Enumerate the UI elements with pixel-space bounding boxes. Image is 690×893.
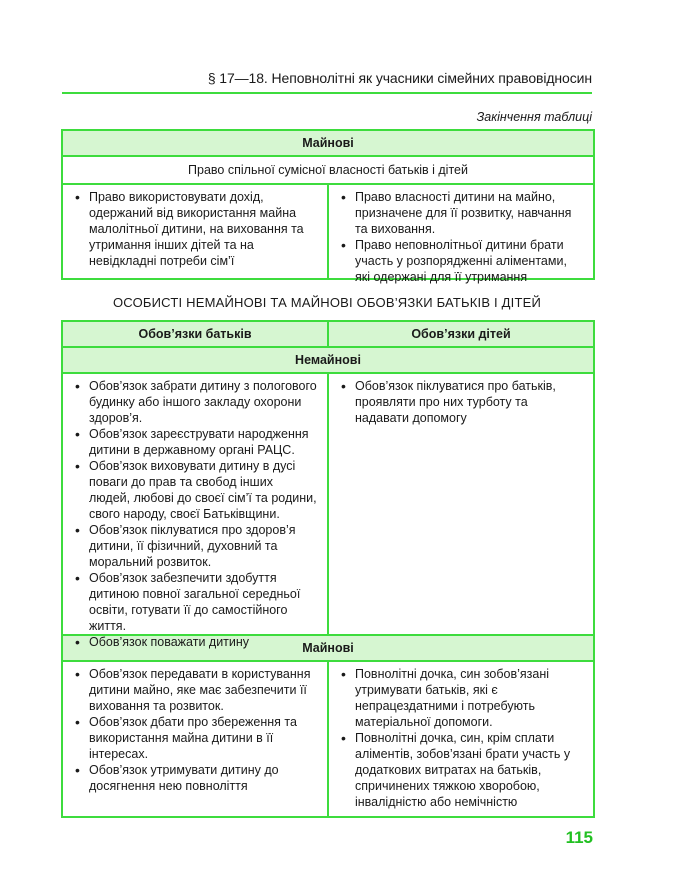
property-children-list	[329, 662, 593, 814]
property-band: Майнові	[62, 130, 594, 156]
nonproperty-parents-cell	[62, 373, 328, 649]
list-item: • Обов’язок забезпечити здобуття дитиною повної загальної середньої освіти, готувати її до самостійного життя.	[75, 570, 317, 634]
list-item: • Обов’язок виховувати дитину в дусі поваги до прав та свобод інших людей, любові до своєї сім’ї та родини, свого народу, своєї Батьківщини.	[75, 458, 317, 522]
list-item: • Право використовувати дохід, одержаний від використання майна малолітньої дитини, на виховання та утримання інших дітей та на невідкладні потреби сім’ї	[75, 189, 317, 269]
list-item: • Обов’язок утримувати дитину до досягнення нею повноліття	[75, 762, 317, 794]
col-header-parents: Обов’язки батьків	[62, 321, 328, 347]
property-obligations-band: Майнові	[62, 635, 594, 661]
list-item: • Повнолітні дочка, син зобов’язані утримувати батьків, які є непрацездатними і потребують матеріальної допомоги.	[341, 666, 583, 730]
col-header-children: Обов’язки дітей	[328, 321, 594, 347]
list-item: • Обов’язок поважати дитину	[75, 634, 317, 650]
joint-ownership-row: Право спільної сумісної власності батьків і дітей	[62, 156, 594, 184]
property-rights-table	[61, 129, 595, 284]
running-header: § 17—18. Неповнолітні як учасники сімейних правовідносин	[62, 64, 592, 94]
list-item: • Обов’язок дбати про збереження та використання майна дитини в її інтересах.	[75, 714, 317, 762]
nonproperty-children-cell	[328, 373, 594, 635]
list-item: • Повнолітні дочка, син, крім сплати аліментів, зобов’язані брати участь у додаткових витратах на батьків, спричинених тяжкою хворобою, інвалідністю або немічністю	[341, 730, 583, 810]
property-parents-list	[63, 662, 327, 816]
nonproperty-band: Немайнові	[62, 347, 594, 373]
list-item: • Обов’язок піклуватися про батьків, проявляти про них турботу та надавати допомогу	[341, 378, 583, 426]
section-heading: ОСОБИСТІ НЕМАЙНОВІ ТА МАЙНОВІ ОБОВ’ЯЗКИ БАТЬКІВ І ДІТЕЙ	[112, 295, 542, 310]
children-rights-list	[329, 185, 593, 284]
list-item: • Обов’язок передавати в користування дитини майно, яке має забезпечити її виховання та розвиток.	[75, 666, 317, 714]
list-item: • Право неповнолітньої дитини брати участь у розпорядженні аліментами, які одержані для її утримання	[341, 237, 583, 285]
nonproperty-parents-list	[63, 374, 327, 649]
property-parents-cell	[62, 661, 328, 817]
table-continuation-note: Закінчення таблиці	[476, 110, 592, 124]
children-rights-cell	[328, 184, 594, 284]
list-item: • Обов’язок піклуватися про здоров’я дитини, її фізичний, духовний та моральний розвиток.	[75, 522, 317, 570]
list-item: • Право власності дитини на майно, призначене для її розвитку, навчання та виховання.	[341, 189, 583, 237]
nonproperty-children-list	[329, 374, 593, 430]
parents-rights-list	[63, 185, 327, 278]
list-item: • Обов’язок зареєструвати народження дитини в державному органі РАЦС.	[75, 426, 317, 458]
list-item: • Обов’язок забрати дитину з пологового будинку або іншого закладу охорони здоров’я.	[75, 378, 317, 426]
page-number: 115	[565, 828, 593, 847]
obligations-table	[61, 320, 595, 818]
parents-rights-cell	[62, 184, 328, 279]
property-children-cell	[328, 661, 594, 817]
